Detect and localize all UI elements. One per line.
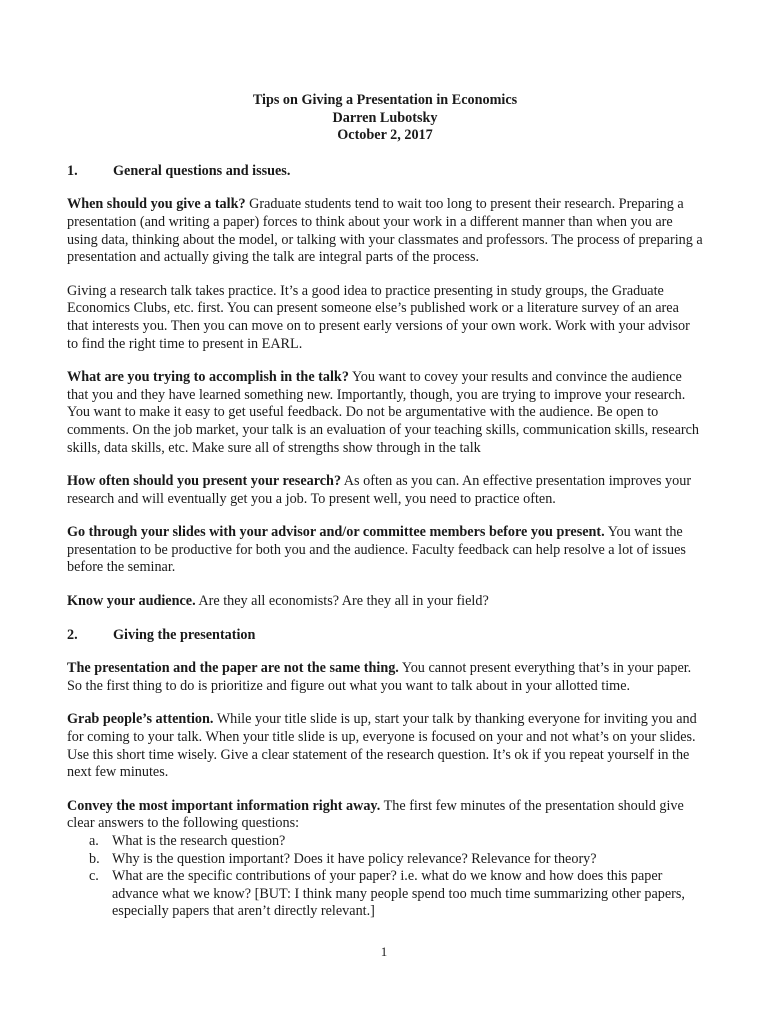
paragraph-lead: Go through your slides with your advisor and/or committee members before you present. <box>67 524 605 541</box>
paragraph-lead: How often should you present your research? <box>67 473 342 490</box>
paragraph-lead: Grab people’s attention. <box>67 711 214 728</box>
paragraph-how-often <box>67 473 703 508</box>
paragraph-body: You cannot present everything that’s in your paper. So the first thing to do is prioritize and figure out what you want to talk about in your allotted time. <box>67 660 692 694</box>
paragraph-know-audience <box>67 593 703 611</box>
paragraph-body: Graduate students tend to wait too long to present their research. Preparing a presentation (and writing a paper) forces to think about your work in a different manner than when you are using data, thinking about the model, or talking with your classmates and professors. The process of preparing a presentation and actually giving the talk are integral parts of the process. <box>67 196 703 266</box>
paragraph-body: The first few minutes of the presentation should give clear answers to the following questions: <box>67 797 684 832</box>
section-title: General questions and issues. <box>113 162 291 179</box>
paragraph-convey-info <box>67 798 703 833</box>
paragraph-body: Giving a research talk takes practice. It’s a good idea to practice presenting in study groups, the Graduate Economics Clubs, etc. first. You can present someone else’s published work or a literature survey of an area that interests you. Then you can move on to present early versions of your own work. Work with your advisor to find the right time to present in EARL. <box>67 282 690 352</box>
paragraph-lead: When should you give a talk? <box>67 196 246 213</box>
list-item <box>89 851 703 869</box>
section-heading-2 <box>67 627 703 645</box>
paragraph-not-same-thing <box>67 660 703 695</box>
title-block <box>67 92 703 145</box>
paragraph-accomplish <box>67 369 703 457</box>
paragraph-body: As often as you can. An effective presentation improves your research and will eventually get you a job. To present well, you need to practice often. <box>67 473 692 507</box>
section-number: 2. <box>67 626 78 643</box>
list-letter: c. <box>89 868 99 885</box>
section-heading-1 <box>67 163 703 181</box>
list-item-text: What are the specific contributions of your paper? i.e. what do we know and how does this paper advance what we know? [BUT: I think many people spend too much time summarizing other papers, especially papers that aren’t directly relevant.] <box>112 868 685 920</box>
paragraph-lead: Know your audience. <box>67 593 196 610</box>
list-letter: a. <box>89 833 99 849</box>
document-title: Tips on Giving a Presentation in Economics <box>252 92 518 108</box>
section-number: 1. <box>67 162 78 179</box>
paragraph-lead: What are you trying to accomplish in the talk? <box>67 369 349 386</box>
paragraph-advisor-slides <box>67 524 703 577</box>
paragraph-body: While your title slide is up, start your talk by thanking everyone for inviting you and for coming to your talk. When your title slide is up, everyone is focused on your and not what’s on your slides. Use this short time wisely. Give a clear statement of the research question. It’s ok if you repeat yourself in the next few minutes. <box>67 711 697 781</box>
paragraph-lead: The presentation and the paper are not the same thing. <box>67 660 399 677</box>
list-item-text: What is the research question? <box>112 833 286 849</box>
list-item-text: Why is the question important? Does it have policy relevance? Relevance for theory? <box>112 850 597 867</box>
paragraph-body: Are they all economists? Are they all in your field? <box>195 593 489 610</box>
list-item <box>89 868 703 921</box>
paragraph-body: You want the presentation to be productive for both you and the audience. Faculty feedback can help resolve a lot of issues before the seminar. <box>67 524 686 576</box>
paragraph-body: You want to covey your results and convince the audience that you and they have learned something new. Importantly, though, you are trying to improve your research. You want to make it easy to get useful feedback. Do not be argumentative with the audience. Be open to comments. On the job market, your talk is an evaluation of your teaching skills, communication skills, research skills, data skills, etc. Make sure all of strengths show through in the talk <box>67 369 699 456</box>
document-page <box>67 92 703 921</box>
list-item <box>89 833 703 851</box>
paragraph-when-to-give-talk <box>67 196 703 266</box>
paragraph-grab-attention <box>67 711 703 781</box>
document-date: October 2, 2017 <box>337 127 433 144</box>
paragraph-lead: Convey the most important information right away. <box>67 797 381 814</box>
page-number: 1 <box>380 944 388 959</box>
question-list <box>67 833 703 921</box>
paragraph-practice <box>67 283 703 353</box>
list-letter: b. <box>89 850 100 867</box>
section-title: Giving the presentation <box>113 626 256 643</box>
document-author: Darren Lubotsky <box>332 109 438 126</box>
